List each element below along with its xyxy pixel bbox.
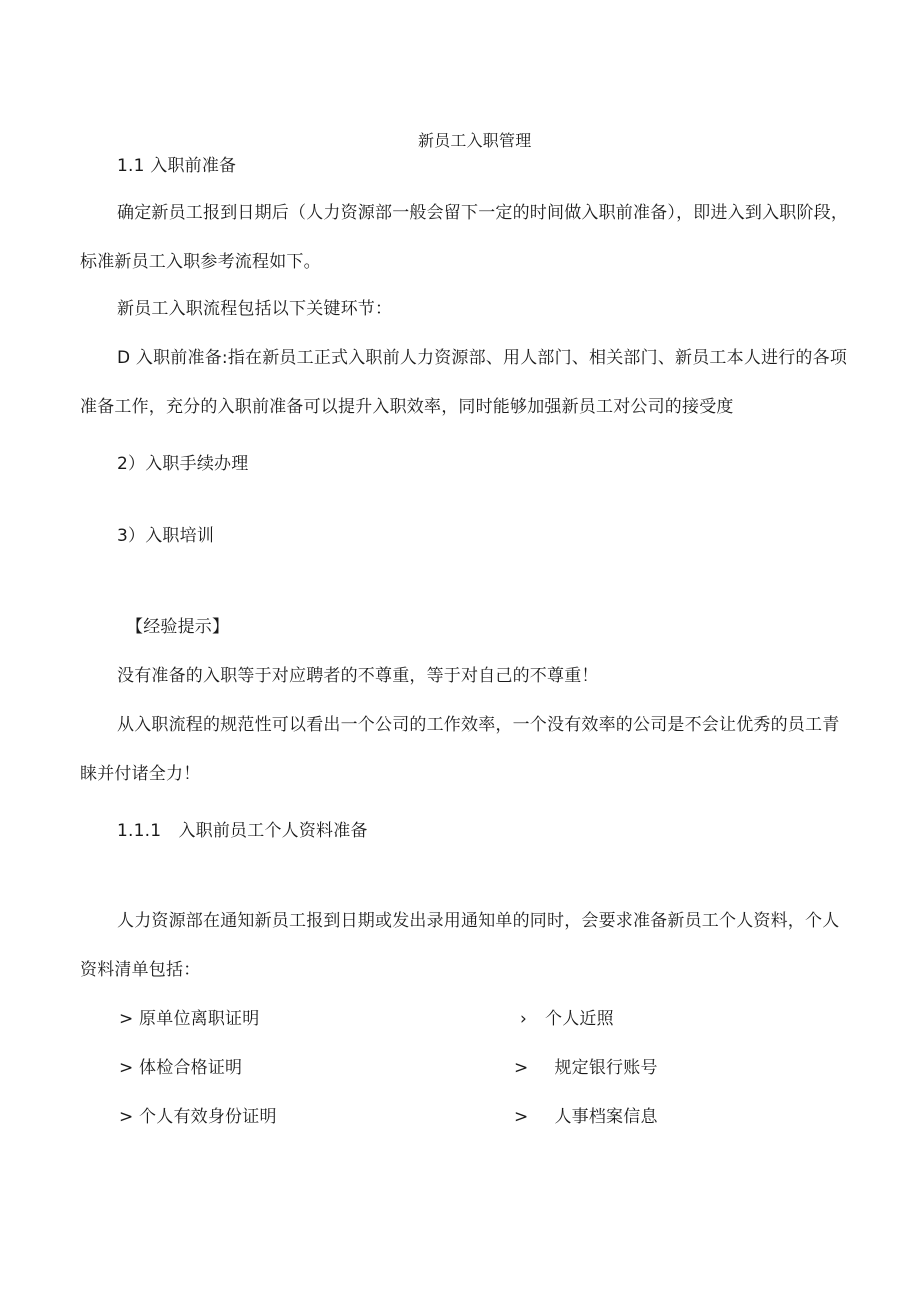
step-1-line-2: 准备工作，充分的入职前准备可以提升入职效率，同时能够加强新员工对公司的接受度 <box>80 397 734 417</box>
step-3: 3）入职培训 <box>117 526 215 546</box>
list-marker: › <box>520 1009 527 1029</box>
list-item-recent-photo <box>520 1008 614 1030</box>
materials-line-1: 人力资源部在通知新员工报到日期或发出录用通知单的同时，会要求准备新员工个人资料，个人 <box>117 911 840 931</box>
list-item-text: 人事档案信息 <box>554 1107 658 1127</box>
list-item-text: 个人近照 <box>545 1009 614 1029</box>
tip-line-2a: 从入职流程的规范性可以看出一个公司的工作效率，一个没有效率的公司是不会让优秀的员工青 <box>117 715 840 735</box>
list-item-health-check-proof: > 体检合格证明 <box>119 1058 243 1078</box>
tip-line-2b: 睐并付诸全力！ <box>80 764 201 784</box>
list-item-bank-account <box>514 1057 658 1079</box>
subsection-heading: 1.1.1 入职前员工个人资料准备 <box>117 821 368 841</box>
tip-line-1: 没有准备的入职等于对应聘者的不尊重，等于对自己的不尊重！ <box>117 666 599 686</box>
intro-paragraph-line-2: 标准新员工入职参考流程如下。 <box>80 252 321 272</box>
list-marker: > <box>514 1058 529 1078</box>
step-1-line-1: D 入职前准备:指在新员工正式入职前人力资源部、用人部门、相关部门、新员工本人进行的各项 <box>117 348 848 368</box>
list-item-resignation-proof: > 原单位离职证明 <box>119 1009 260 1029</box>
document-title: 新员工入职管理 <box>418 131 532 150</box>
tip-heading: 【经验提示】 <box>126 617 230 637</box>
list-item-personnel-file <box>514 1106 658 1128</box>
list-marker: > <box>514 1107 529 1127</box>
materials-line-2: 资料清单包括： <box>80 960 201 980</box>
section-heading: 1.1 入职前准备 <box>117 156 237 176</box>
list-item-id-proof: > 个人有效身份证明 <box>119 1107 277 1127</box>
intro-paragraph-line-1: 确定新员工报到日期后（人力资源部一般会留下一定的时间做入职前准备），即进入到入职阶段， <box>117 203 849 223</box>
step-2: 2）入职手续办理 <box>117 454 249 474</box>
list-item-text: 规定银行账号 <box>554 1058 658 1078</box>
flow-intro: 新员工入职流程包括以下关键环节： <box>117 299 393 319</box>
